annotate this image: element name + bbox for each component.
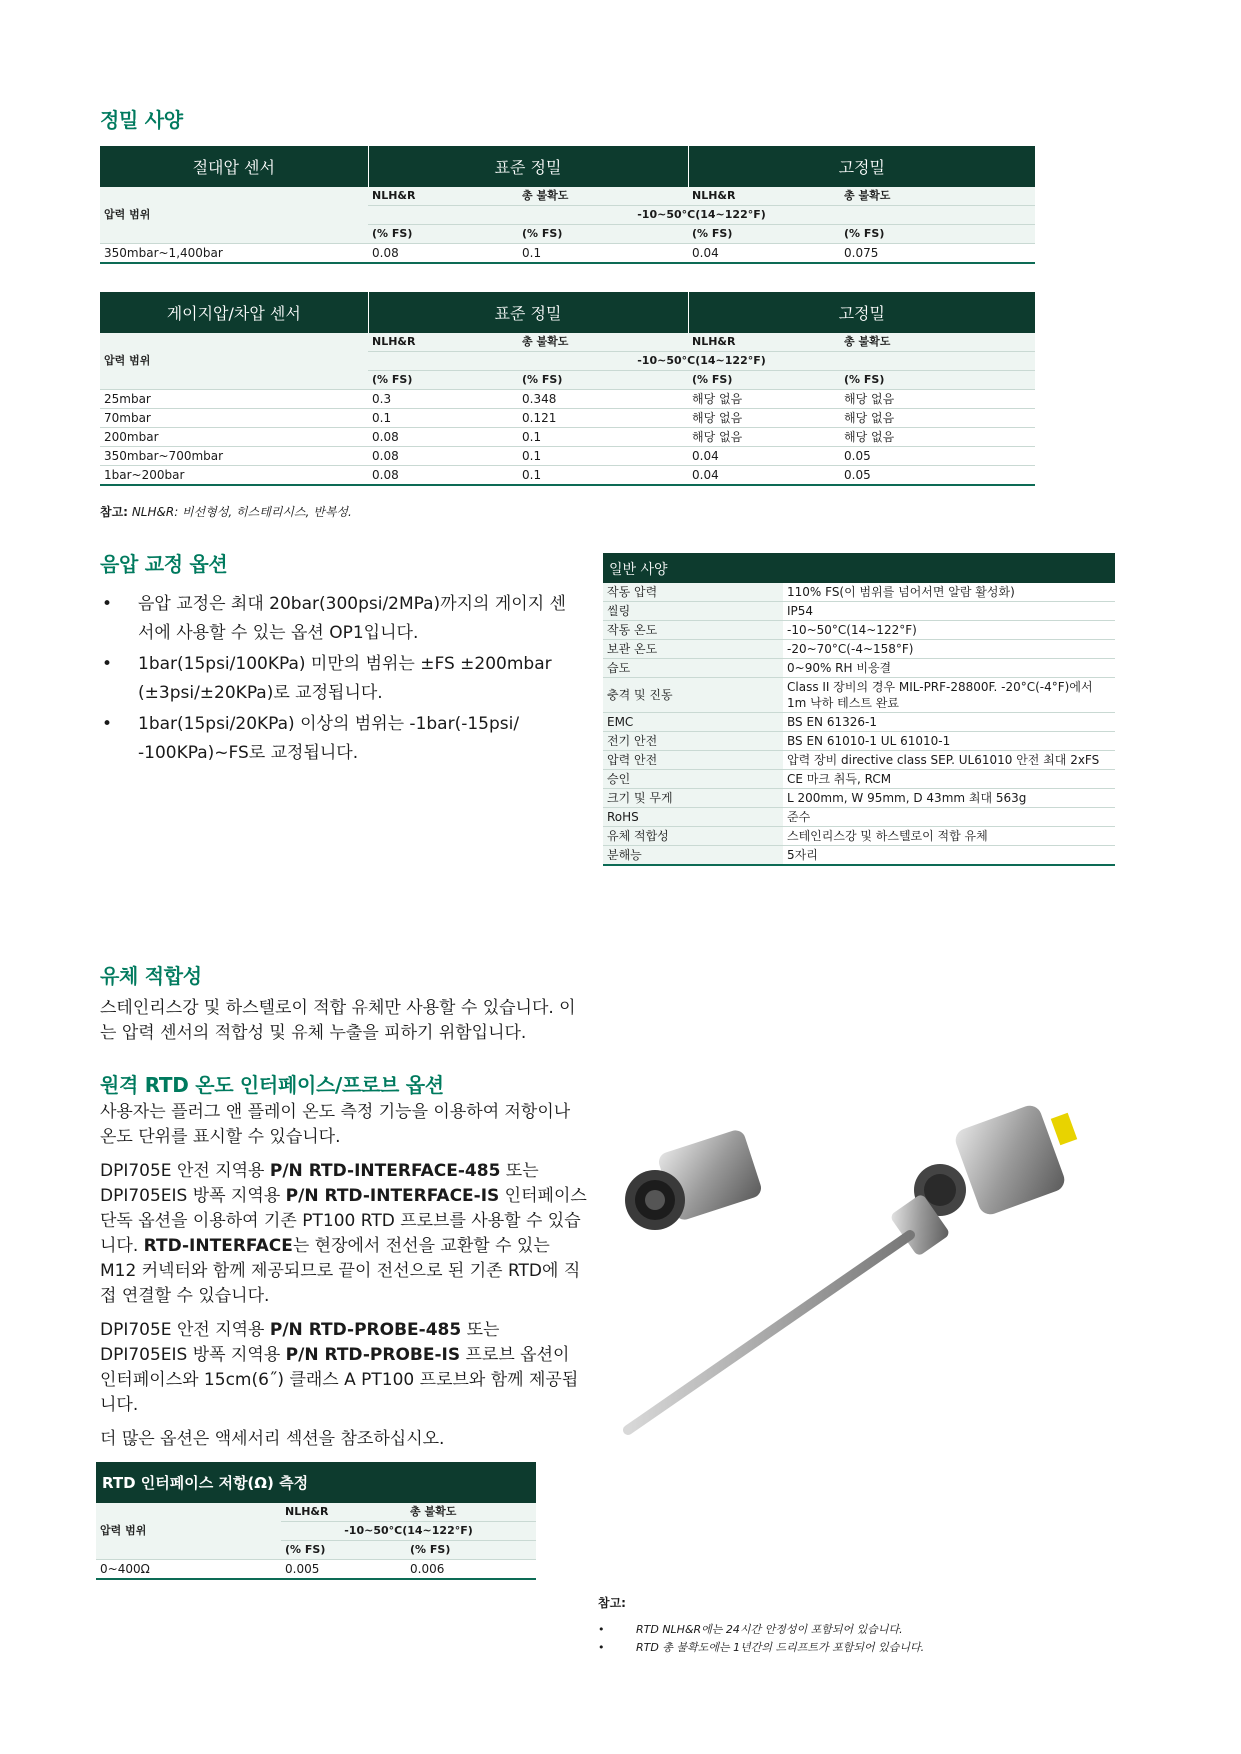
unit-label: (% FS) xyxy=(688,371,840,390)
cell: 0.05 xyxy=(840,466,1035,486)
gauge-sensor-table xyxy=(100,292,1035,486)
cell: 1bar~200bar xyxy=(100,466,368,486)
table-row xyxy=(603,659,1115,678)
part-number: P/N RTD-INTERFACE-485 xyxy=(269,1161,501,1181)
cell: 0.04 xyxy=(688,244,840,264)
col-label: NLH&R xyxy=(368,187,518,206)
cell: 0.005 xyxy=(281,1560,406,1580)
spec-label: RoHS xyxy=(603,808,783,827)
table-header: 절대압 센서 xyxy=(100,146,368,187)
cell: 0.1 xyxy=(518,244,688,264)
spec-label: 분해능 xyxy=(603,846,783,866)
list-item: • RTD 총 불확도에는 1년간의 드리프트가 포함되어 있습니다. xyxy=(598,1641,925,1654)
rtd-p4: 더 많은 옵션은 액세서리 섹션을 참조하십시오. xyxy=(100,1429,445,1449)
spec-value: L 200mm, W 95mm, D 43mm 최대 563g xyxy=(783,789,1115,808)
spec-value: 준수 xyxy=(783,808,1115,827)
unit-label: (% FS) xyxy=(840,225,1035,244)
note-text: RTD 총 불확도에는 1년간의 드리프트가 포함되어 있습니다. xyxy=(636,1641,925,1654)
text-span: DPI705E 안전 지역용 xyxy=(100,1320,270,1340)
cell: 70mbar xyxy=(100,409,368,428)
general-title: 일반 사양 xyxy=(603,553,1115,583)
col-label: 총 불확도 xyxy=(406,1503,536,1522)
spec-value: BS EN 61326-1 xyxy=(783,713,1115,732)
table-row xyxy=(100,466,1035,486)
list-item: • 음압 교정은 최대 20bar(300psi/2MPa)까지의 게이지 센서에 사용할 수 있는 옵션 OP1입니다. xyxy=(100,590,580,648)
table-row xyxy=(603,751,1115,770)
range-label: 압력 범위 xyxy=(96,1503,281,1560)
unit-label: (% FS) xyxy=(406,1541,536,1560)
temp-range: -10~50°C(14~122°F) xyxy=(368,206,1035,225)
unit-label: (% FS) xyxy=(518,371,688,390)
cell: 0.3 xyxy=(368,390,518,409)
spec-value: -10~50°C(14~122°F) xyxy=(783,621,1115,640)
rtd-notes xyxy=(598,1594,1098,1657)
col-label: NLH&R xyxy=(368,333,518,352)
cell: 해당 없음 xyxy=(688,428,840,447)
table-row xyxy=(603,640,1115,659)
cell: 0.08 xyxy=(368,447,518,466)
table-row xyxy=(603,602,1115,621)
cell: 25mbar xyxy=(100,390,368,409)
spec-value: 스테인리스강 및 하스텔로이 적합 유체 xyxy=(783,827,1115,846)
unit-label: (% FS) xyxy=(281,1541,406,1560)
table-header: 표준 정밀 xyxy=(368,146,688,187)
list-item: • 1bar(15psi/20KPa) 이상의 범위는 -1bar(-15psi/ -100KPa)~FS로 교정됩니다. xyxy=(100,710,580,768)
negative-bullets xyxy=(100,590,580,770)
cell: 0.08 xyxy=(368,244,518,264)
cell: 0.08 xyxy=(368,428,518,447)
table-row xyxy=(603,846,1115,866)
spec-label: 작동 온도 xyxy=(603,621,783,640)
part-number: P/N RTD-INTERFACE-IS xyxy=(285,1186,500,1206)
table-row xyxy=(603,827,1115,846)
spec-label: 크기 및 무게 xyxy=(603,789,783,808)
absolute-sensor-table xyxy=(100,146,1035,264)
spec-value: Class II 장비의 경우 MIL-PRF-28800F. -20°C(-4°F)에서 1m 낙하 테스트 완료 xyxy=(783,678,1115,713)
table-header: 표준 정밀 xyxy=(368,292,688,333)
table-row xyxy=(603,583,1115,602)
spec-label: 보관 온도 xyxy=(603,640,783,659)
probe-head xyxy=(889,1102,1077,1257)
list-item: • 1bar(15psi/100KPa) 미만의 범위는 ±FS ±200mbar (±3psi/±20KPa)로 교정됩니다. xyxy=(100,650,580,708)
cell: 해당 없음 xyxy=(840,390,1035,409)
rtd-p2 xyxy=(100,1159,590,1309)
spec-value: BS EN 61010-1 UL 61010-1 xyxy=(783,732,1115,751)
list-item: • RTD NLH&R에는 24시간 안정성이 포함되어 있습니다. xyxy=(598,1623,903,1636)
interface-module xyxy=(625,1128,764,1230)
text-span: DPI705E 안전 지역용 xyxy=(100,1161,270,1181)
spec-value: IP54 xyxy=(783,602,1115,621)
unit-label: (% FS) xyxy=(518,225,688,244)
table-row xyxy=(100,409,1035,428)
cell: 0.1 xyxy=(518,447,688,466)
rtd-p1: 사용자는 플러그 앤 플레이 온도 측정 기능을 이용하여 저항이나 온도 단위를 표시할 수 있습니다. xyxy=(100,1102,571,1147)
table-header: 고정밀 xyxy=(688,292,1035,333)
table-row xyxy=(100,244,1035,264)
spec-label: 유체 적합성 xyxy=(603,827,783,846)
spec-label: 작동 압력 xyxy=(603,583,783,602)
col-label: NLH&R xyxy=(688,187,840,206)
table-row xyxy=(100,447,1035,466)
fluid-title: 유체 적합성 xyxy=(100,964,202,988)
rtd-p3 xyxy=(100,1318,590,1418)
part-number: RTD-INTERFACE xyxy=(143,1236,293,1256)
cell: 0.08 xyxy=(368,466,518,486)
spec-value: CE 마크 취득, RCM xyxy=(783,770,1115,789)
temp-range: -10~50°C(14~122°F) xyxy=(281,1522,536,1541)
unit-label: (% FS) xyxy=(688,225,840,244)
cell: 0.1 xyxy=(518,428,688,447)
temp-range: -10~50°C(14~122°F) xyxy=(368,352,1035,371)
table-row xyxy=(603,808,1115,827)
fluid-text: 스테인리스강 및 하스텔로이 적합 유체만 사용할 수 있습니다. 이는 압력 센서의 적합성 및 유체 누출을 피하기 위함입니다. xyxy=(100,998,576,1043)
rtd-resistance-table xyxy=(96,1462,536,1580)
precision-note xyxy=(100,503,352,520)
unit-label: (% FS) xyxy=(368,371,518,390)
col-label: NLH&R xyxy=(281,1503,406,1522)
cell: 350mbar~1,400bar xyxy=(100,244,368,264)
notes-label: 참고: xyxy=(598,1596,626,1610)
cell: 0.1 xyxy=(368,409,518,428)
spec-value: 0~90% RH 비응결 xyxy=(783,659,1115,678)
table-row xyxy=(603,621,1115,640)
cell: 0.1 xyxy=(518,466,688,486)
col-label: 총 불확도 xyxy=(518,333,688,352)
negative-title: 음압 교정 옵션 xyxy=(100,552,228,576)
probe-rod xyxy=(628,1235,910,1430)
spec-value: 압력 장비 directive class SEP. UL61010 안전 최대 2xFS xyxy=(783,751,1115,770)
spec-label: 압력 안전 xyxy=(603,751,783,770)
cell: 350mbar~700mbar xyxy=(100,447,368,466)
part-number: P/N RTD-PROBE-485 xyxy=(269,1320,462,1340)
table-header: 게이지압/차압 센서 xyxy=(100,292,368,333)
note-label: 참고: xyxy=(100,505,128,519)
cell: 해당 없음 xyxy=(840,409,1035,428)
unit-label: (% FS) xyxy=(368,225,518,244)
spec-label: EMC xyxy=(603,713,783,732)
table-row xyxy=(100,428,1035,447)
cell: 0.04 xyxy=(688,466,840,486)
spec-value: 110% FS(이 범위를 넘어서면 알람 활성화) xyxy=(783,583,1115,602)
rtd-title: 원격 RTD 온도 인터페이스/프로브 옵션 xyxy=(100,1073,444,1097)
table-header: 고정밀 xyxy=(688,146,1035,187)
table-row xyxy=(603,678,1115,713)
spec-label: 씰링 xyxy=(603,602,783,621)
cell: 0.006 xyxy=(406,1560,536,1580)
text-span: 인터페이스 단독 옵션을 이용하여 기존 PT100 RTD 프로브를 사용할 수 있습니다. xyxy=(100,1186,587,1256)
col-label: 총 불확도 xyxy=(518,187,688,206)
col-label: 총 불확도 xyxy=(840,187,1035,206)
text-span: 또는 DPI705EIS 방폭 지역용 xyxy=(100,1161,539,1206)
col-label: NLH&R xyxy=(688,333,840,352)
note-text: RTD NLH&R에는 24시간 안정성이 포함되어 있습니다. xyxy=(636,1623,903,1636)
spec-label: 충격 및 진동 xyxy=(603,678,783,713)
table-row xyxy=(603,770,1115,789)
spec-label: 승인 xyxy=(603,770,783,789)
cell: 해당 없음 xyxy=(688,409,840,428)
spec-label: 전기 안전 xyxy=(603,732,783,751)
spec-value: 5자리 xyxy=(783,846,1115,866)
precision-title: 정밀 사양 xyxy=(100,108,183,132)
unit-label: (% FS) xyxy=(840,371,1035,390)
cell: 200mbar xyxy=(100,428,368,447)
cell: 해당 없음 xyxy=(840,428,1035,447)
range-label: 압력 범위 xyxy=(100,333,368,390)
part-number: P/N RTD-PROBE-IS xyxy=(285,1345,461,1365)
table-row xyxy=(603,789,1115,808)
text-span: 또는 DPI705EIS 방폭 지역용 xyxy=(100,1320,500,1365)
cell: 0.075 xyxy=(840,244,1035,264)
cell: 0.05 xyxy=(840,447,1035,466)
table-row xyxy=(100,390,1035,409)
cell: 0.121 xyxy=(518,409,688,428)
cell: 0.348 xyxy=(518,390,688,409)
note-text: NLH&R: 비선형성, 히스테리시스, 반복성. xyxy=(131,505,352,519)
cell: 0~400Ω xyxy=(96,1560,281,1580)
table-header: RTD 인터페이스 저항(Ω) 측정 xyxy=(96,1462,536,1503)
col-label: 총 불확도 xyxy=(840,333,1035,352)
spec-value: -20~70°C(-4~158°F) xyxy=(783,640,1115,659)
general-spec-table xyxy=(603,553,1115,866)
text-span: 프로브 옵션이 인터페이스와 15cm(6˝) 클래스 A PT100 프로브와 함께 제공됩니다. xyxy=(100,1345,579,1415)
table-row xyxy=(603,732,1115,751)
table-row xyxy=(603,713,1115,732)
table-row xyxy=(96,1560,536,1580)
rtd-probe-image xyxy=(610,1100,1130,1460)
range-label: 압력 범위 xyxy=(100,187,368,244)
text-span: 는 현장에서 전선을 교환할 수 있는 M12 커넥터와 함께 제공되므로 끝이 전선으로 된 기존 RTD에 직접 연결할 수 있습니다. xyxy=(100,1236,581,1306)
rtd-text xyxy=(100,1100,590,1452)
cell: 해당 없음 xyxy=(688,390,840,409)
cell: 0.04 xyxy=(688,447,840,466)
spec-label: 습도 xyxy=(603,659,783,678)
